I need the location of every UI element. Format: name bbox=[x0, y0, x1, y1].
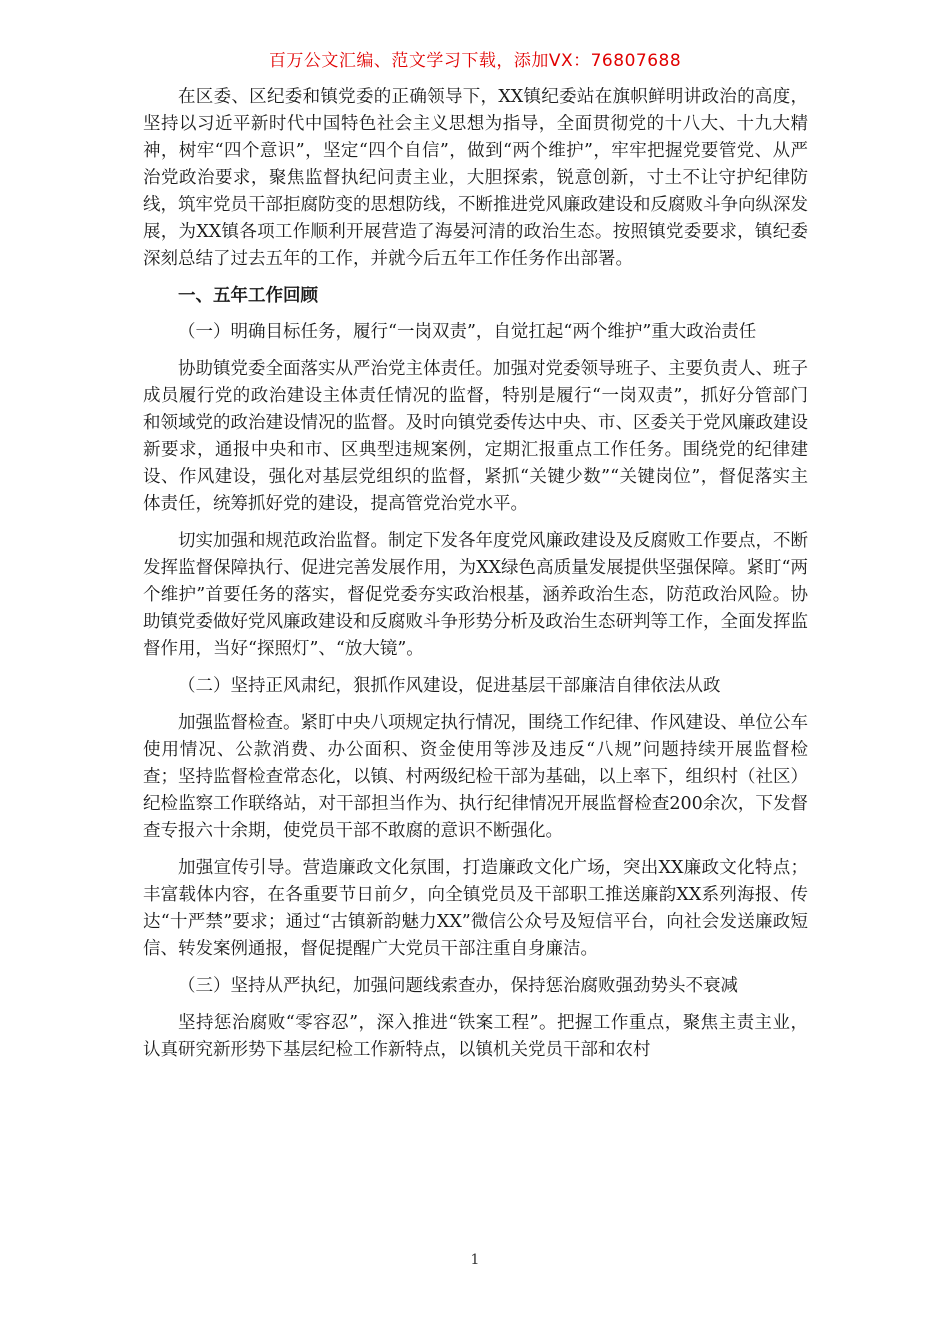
subsection-heading-2: （二）坚持正风肃纪，狠抓作风建设，促进基层干部廉洁自律依法从政 bbox=[178, 676, 721, 696]
section-heading-review: 一、五年工作回顾 bbox=[178, 286, 318, 306]
paragraph-2: 切实加强和规范政治监督。制定下发各年度党风廉政建设及反腐败工作要点，不断发挥监督保障执行、促进完善发展作用，为XX绿色高质量发展提供坚强保障。紧盯“两个维护”首要任务的落实，督促党委夯实政治根基，涵养政治生态，防范政治风险。协助镇党委做好党风廉政建设和反腐败斗争形势分析及政治生态研判等工作，全面发挥监督作用，当好“探照灯”、“放大镜”。 bbox=[143, 531, 808, 659]
document-body bbox=[143, 84, 808, 1074]
promo-banner: 百万公文汇编、范文学习下载，添加VX：76807688 bbox=[268, 51, 682, 71]
page-number: 1 bbox=[470, 1252, 480, 1268]
paragraph-4: 加强宣传引导。营造廉政文化氛围，打造廉政文化广场，突出XX廉政文化特点；丰富载体内容，在各重要节日前夕，向全镇党员及干部职工推送廉韵XX系列海报、传达“十严禁”要求；通过“古镇新韵魅力XX”微信公众号及短信平台，向社会发送廉政短信、转发案例通报，督促提醒广大党员干部注重自身廉洁。 bbox=[143, 858, 808, 959]
paragraph-1: 协助镇党委全面落实从严治党主体责任。加强对党委领导班子、主要负责人、班子成员履行党的政治建设主体责任情况的监督，特别是履行“一岗双责”，抓好分管部门和领域党的政治建设情况的监督。及时向镇党委传达中央、市、区委关于党风廉政建设新要求，通报中央和市、区典型违规案例，定期汇报重点工作任务。围绕党的纪律建设、作风建设，强化对基层党组织的监督，紧抓“关键少数”“关键岗位”，督促落实主体责任，统筹抓好党的建设，提高管党治党水平。 bbox=[143, 359, 808, 514]
paragraph-5: 坚持惩治腐败“零容忍”，深入推进“铁案工程”。把握工作重点，聚焦主责主业，认真研究新形势下基层纪检工作新特点，以镇机关党员干部和农村 bbox=[143, 1013, 808, 1060]
subsection-heading-3: （三）坚持从严执纪，加强问题线索查办，保持惩治腐败强劲势头不衰减 bbox=[178, 976, 738, 996]
paragraph-3: 加强监督检查。紧盯中央八项规定执行情况，围绕工作纪律、作风建设、单位公车使用情况、公款消费、办公面积、资金使用等涉及违反“八规”问题持续开展监督检查；坚持监督检查常态化，以镇、村两级纪检干部为基础，以上率下，组织村（社区）纪检监察工作联络站，对干部担当作为、执行纪律情况开展监督检查200余次，下发督查专报六十余期，使党员干部不敢腐的意识不断强化。 bbox=[143, 713, 808, 841]
subsection-heading-1: （一）明确目标任务，履行“一岗双责”，自觉扛起“两个维护”重大政治责任 bbox=[178, 322, 757, 342]
intro-paragraph: 在区委、区纪委和镇党委的正确领导下，XX镇纪委站在旗帜鲜明讲政治的高度，坚持以习近平新时代中国特色社会主义思想为指导，全面贯彻党的十八大、十九大精神，树牢“四个意识”，坚定“四个自信”，做到“两个维护”，牢牢把握党要管党、从严治党政治要求，聚焦监督执纪问责主业，大胆探索，锐意创新，寸土不让守护纪律防线，筑牢党员干部拒腐防变的思想防线，不断推进党风廉政建设和反腐败斗争向纵深发展，为XX镇各项工作顺利开展营造了海晏河清的政治生态。按照镇党委要求，镇纪委深刻总结了过去五年的工作，并就今后五年工作任务作出部署。 bbox=[143, 87, 808, 269]
